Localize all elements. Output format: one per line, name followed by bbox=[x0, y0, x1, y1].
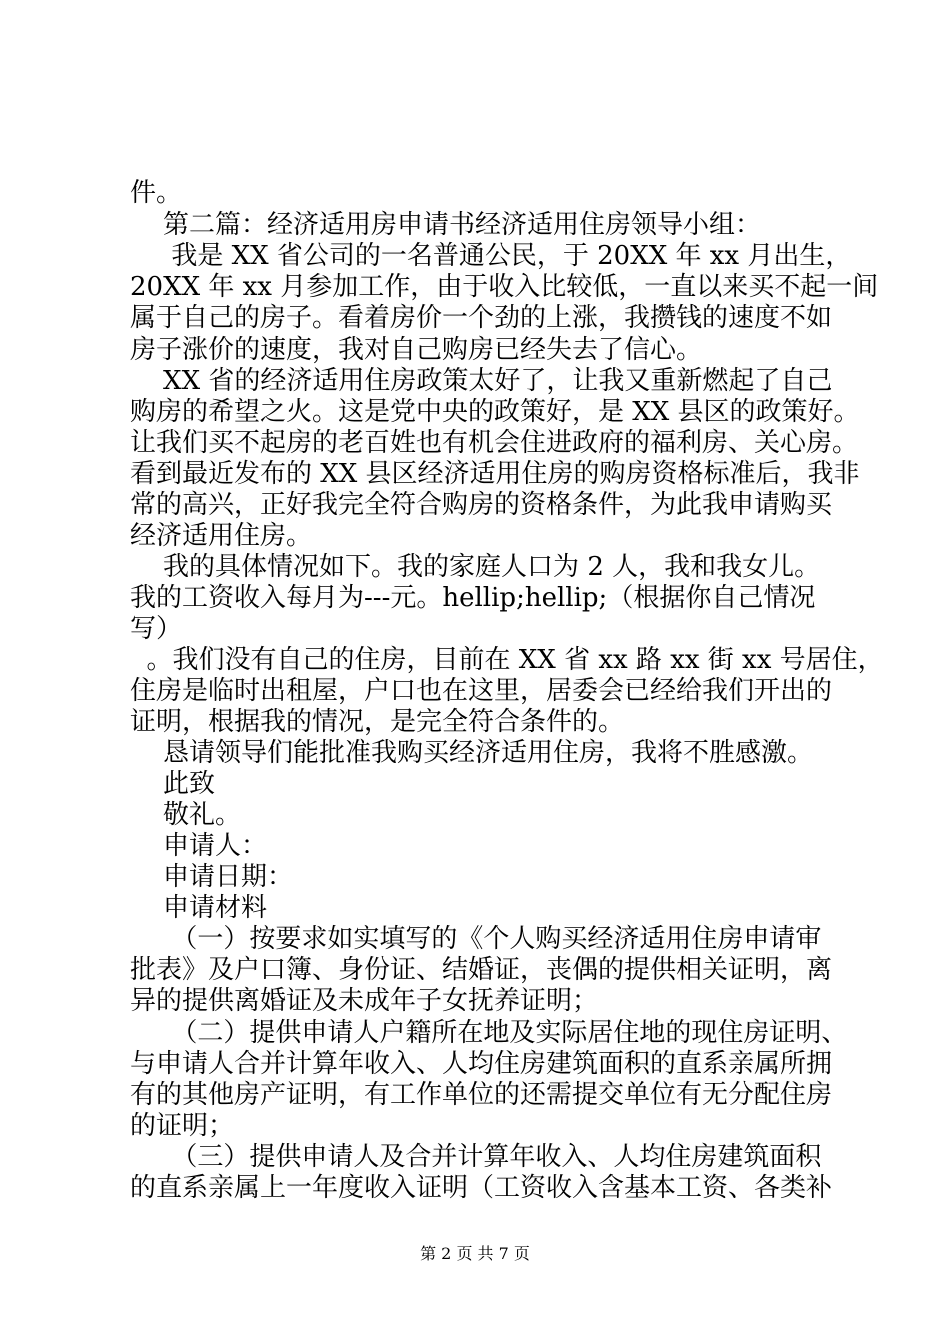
text-line: 写） bbox=[130, 614, 183, 644]
page-footer: 第 2 页 共 7 页 bbox=[420, 1244, 530, 1263]
text-line: 的直系亲属上一年度收入证明（工资收入含基本工资、各类补 bbox=[130, 1173, 833, 1203]
text-line: 申请日期： bbox=[130, 862, 294, 892]
text-line: 与申请人合并计算年收入、人均住房建筑面积的直系亲属所拥 bbox=[130, 1049, 833, 1079]
text-line: 房子涨价的速度，我对自己购房已经失去了信心。 bbox=[130, 335, 703, 365]
text-line: 住房是临时出租屋，户口也在这里，居委会已经给我们开出的 bbox=[130, 676, 833, 706]
text-line: （二）提供申请人户籍所在地及实际居住地的现住房证明、 bbox=[130, 1018, 848, 1048]
text-line: 有的其他房产证明，有工作单位的还需提交单位有无分配住房 bbox=[130, 1080, 833, 1110]
text-line: （一）按要求如实填写的《个人购买经济适用住房申请审 bbox=[130, 924, 822, 954]
text-line: 敬礼。 bbox=[130, 800, 242, 830]
text-line: 恳请领导们能批准我购买经济适用住房，我将不胜感激。 bbox=[130, 738, 814, 768]
text-line: 看到最近发布的 XX 县区经济适用住房的购房资格标准后，我非 bbox=[130, 459, 860, 489]
text-line: 20XX 年 xx 月参加工作，由于收入比较低，一直以来买不起一间 bbox=[130, 272, 879, 302]
text-line: 件。 bbox=[130, 178, 183, 208]
text-line: 证明，根据我的情况，是完全符合条件的。 bbox=[130, 707, 625, 737]
text-line: 。我们没有自己的住房，目前在 XX 省 xx 路 xx 街 xx 号居住， bbox=[130, 645, 884, 675]
text-line: 我是 XX 省公司的一名普通公民，于 20XX 年 xx 月出生， bbox=[130, 241, 852, 271]
text-line: 的证明； bbox=[130, 1111, 235, 1141]
text-line: 此致 bbox=[130, 769, 216, 799]
text-line: 申请材料 bbox=[130, 893, 268, 923]
text-line: 我的具体情况如下。我的家庭人口为 2 人，我和我女儿。 bbox=[130, 552, 821, 582]
text-line: 属于自己的房子。看着房价一个劲的上涨，我攒钱的速度不如 bbox=[130, 303, 833, 333]
text-line: 申请人： bbox=[130, 831, 268, 861]
text-line: （三）提供申请人及合并计算年收入、人均住房建筑面积 bbox=[130, 1142, 822, 1172]
text-line: 第二篇：经济适用房申请书经济适用住房领导小组： bbox=[130, 210, 762, 240]
text-line: XX 省的经济适用住房政策太好了，让我又重新燃起了自己 bbox=[130, 366, 833, 396]
text-line: 让我们买不起房的老百姓也有机会住进政府的福利房、关心房。 bbox=[130, 428, 859, 458]
text-line: 经济适用住房。 bbox=[130, 521, 313, 551]
text-line: 购房的希望之火。这是党中央的政策好，是 XX 县区的政策好。 bbox=[130, 397, 860, 427]
text-line: 我的工资收入每月为---元。hellip;hellip;（根据你自己情况 bbox=[130, 583, 816, 613]
text-line: 批表》及户口簿、身份证、结婚证，丧偶的提供相关证明，离 bbox=[130, 955, 833, 985]
text-line: 常的高兴，正好我完全符合购房的资格条件，为此我申请购买 bbox=[130, 490, 833, 520]
text-line: 异的提供离婚证及未成年子女抚养证明； bbox=[130, 986, 599, 1016]
